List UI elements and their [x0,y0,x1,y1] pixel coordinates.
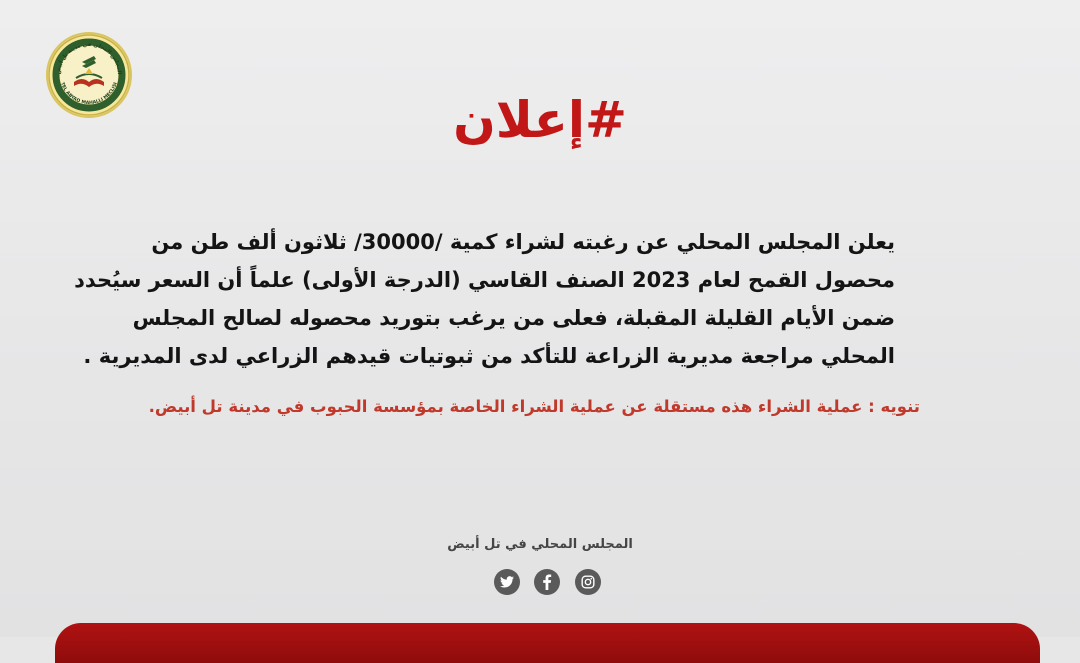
facebook-icon [542,574,552,590]
body-line: يعلن المجلس المحلي عن رغبته لشراء كمية /30000/ ثلاثون ألف طن من [151,230,895,254]
logo-top-text: المجلس المحلي في مدينة تل أبيض [55,41,122,75]
body-line: ضمن الأيام القليلة المقبلة، فعلى من يرغب بتوريد محصوله لصالح المجلس [132,306,895,330]
instagram-link[interactable] [575,569,601,595]
announcement-note: تنويه : عملية الشراء هذه مستقلة عن عملية الشراء الخاصة بمؤسسة الحبوب في مدينة تل أبيض. [148,397,920,416]
footer-red-band [55,623,1040,663]
logo-bottom-text: TEL ABYAD MAHALLI MECLISI [59,81,119,107]
footer-org-name: المجلس المحلي في تل أبيض [447,537,633,552]
twitter-icon [500,576,514,588]
body-line: محصول القمح لعام 2023 الصنف القاسي (الدرجة الأولى) علماً أن السعر سيُحدد [74,268,895,292]
announcement-title: #إعلان [453,91,627,149]
body-line: المحلي مراجعة مديرية الزراعة للتأكد من ثبوتيات قيدهم الزراعي لدى المديرية . [83,344,895,368]
facebook-link[interactable] [534,569,560,595]
announcement-body [74,223,895,375]
twitter-link[interactable] [494,569,520,595]
instagram-icon [581,575,595,589]
